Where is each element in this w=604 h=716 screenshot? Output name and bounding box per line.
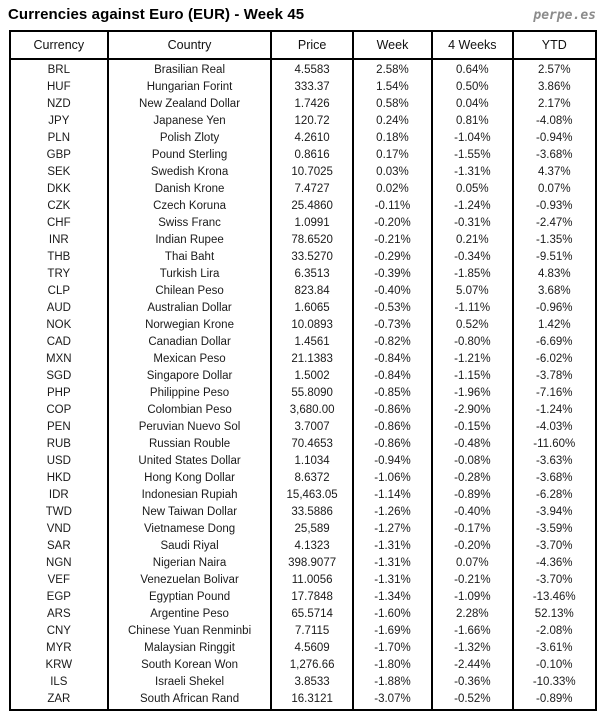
table-row: [10, 640, 596, 657]
week-change: -1.69%: [353, 623, 432, 640]
ytd-change: -6.28%: [513, 487, 596, 504]
currency-code: GBP: [10, 147, 108, 164]
price-value: 25.4860: [271, 198, 352, 215]
table-row: [10, 181, 596, 198]
ytd-change: -6.69%: [513, 334, 596, 351]
price-value: 70.4653: [271, 436, 352, 453]
ytd-change: -3.63%: [513, 453, 596, 470]
four-weeks-change: 0.50%: [432, 79, 512, 96]
country-name: Canadian Dollar: [108, 334, 272, 351]
ytd-change: 2.57%: [513, 59, 596, 79]
ytd-change: 2.17%: [513, 96, 596, 113]
table-row: [10, 232, 596, 249]
week-change: -0.73%: [353, 317, 432, 334]
country-name: Argentine Peso: [108, 606, 272, 623]
price-value: 25,589: [271, 521, 352, 538]
ytd-change: -11.60%: [513, 436, 596, 453]
ytd-change: -3.94%: [513, 504, 596, 521]
week-change: 0.58%: [353, 96, 432, 113]
currency-code: USD: [10, 453, 108, 470]
price-value: 1.4561: [271, 334, 352, 351]
four-weeks-change: 0.52%: [432, 317, 512, 334]
currency-code: ILS: [10, 674, 108, 691]
country-name: Mexican Peso: [108, 351, 272, 368]
table-row: [10, 623, 596, 640]
table-row: [10, 419, 596, 436]
table-row: [10, 521, 596, 538]
price-value: 15,463.05: [271, 487, 352, 504]
four-weeks-change: -0.28%: [432, 470, 512, 487]
week-change: -1.60%: [353, 606, 432, 623]
currency-code: AUD: [10, 300, 108, 317]
table-row: [10, 113, 596, 130]
ytd-change: -4.08%: [513, 113, 596, 130]
ytd-change: -3.70%: [513, 572, 596, 589]
week-change: -1.31%: [353, 555, 432, 572]
four-weeks-change: -1.66%: [432, 623, 512, 640]
table-row: [10, 385, 596, 402]
price-value: 10.7025: [271, 164, 352, 181]
currency-code: TRY: [10, 266, 108, 283]
ytd-change: -0.10%: [513, 657, 596, 674]
price-value: 55.8090: [271, 385, 352, 402]
ytd-change: 4.37%: [513, 164, 596, 181]
price-value: 1.5002: [271, 368, 352, 385]
four-weeks-change: -1.31%: [432, 164, 512, 181]
price-value: 333.37: [271, 79, 352, 96]
currency-code: TWD: [10, 504, 108, 521]
four-weeks-change: -1.04%: [432, 130, 512, 147]
table-row: [10, 674, 596, 691]
four-weeks-change: -1.11%: [432, 300, 512, 317]
four-weeks-change: -0.20%: [432, 538, 512, 555]
country-name: Saudi Riyal: [108, 538, 272, 555]
ytd-change: 3.86%: [513, 79, 596, 96]
country-name: Nigerian Naira: [108, 555, 272, 572]
column-header-4-weeks: 4 Weeks: [432, 31, 512, 59]
currency-code: NGN: [10, 555, 108, 572]
country-name: Hungarian Forint: [108, 79, 272, 96]
currency-code: VND: [10, 521, 108, 538]
country-name: Indonesian Rupiah: [108, 487, 272, 504]
price-value: 6.3513: [271, 266, 352, 283]
country-name: Czech Koruna: [108, 198, 272, 215]
column-header-week: Week: [353, 31, 432, 59]
column-header-ytd: YTD: [513, 31, 596, 59]
ytd-change: -3.70%: [513, 538, 596, 555]
week-change: 0.03%: [353, 164, 432, 181]
currency-code: EGP: [10, 589, 108, 606]
week-change: -0.39%: [353, 266, 432, 283]
price-value: 1,276.66: [271, 657, 352, 674]
price-value: 8.6372: [271, 470, 352, 487]
four-weeks-change: -2.44%: [432, 657, 512, 674]
country-name: United States Dollar: [108, 453, 272, 470]
ytd-change: -3.61%: [513, 640, 596, 657]
country-name: Chinese Yuan Renminbi: [108, 623, 272, 640]
price-value: 4.2610: [271, 130, 352, 147]
ytd-change: 3.68%: [513, 283, 596, 300]
table-row: [10, 572, 596, 589]
price-value: 16.3121: [271, 691, 352, 710]
ytd-change: -0.96%: [513, 300, 596, 317]
ytd-change: -1.24%: [513, 402, 596, 419]
ytd-change: -13.46%: [513, 589, 596, 606]
four-weeks-change: 0.81%: [432, 113, 512, 130]
week-change: -3.07%: [353, 691, 432, 710]
four-weeks-change: -0.34%: [432, 249, 512, 266]
page-title: Currencies against Euro (EUR) - Week 45: [8, 6, 305, 23]
country-name: Vietnamese Dong: [108, 521, 272, 538]
week-change: -1.26%: [353, 504, 432, 521]
four-weeks-change: -0.40%: [432, 504, 512, 521]
table-row: [10, 266, 596, 283]
page-header: [0, 0, 604, 30]
table-row: [10, 215, 596, 232]
four-weeks-change: -0.15%: [432, 419, 512, 436]
currency-code: VEF: [10, 572, 108, 589]
week-change: -0.86%: [353, 419, 432, 436]
week-change: -1.31%: [353, 538, 432, 555]
four-weeks-change: -1.55%: [432, 147, 512, 164]
country-name: Japanese Yen: [108, 113, 272, 130]
currency-code: ARS: [10, 606, 108, 623]
four-weeks-change: -0.31%: [432, 215, 512, 232]
ytd-change: -3.68%: [513, 147, 596, 164]
week-change: -1.80%: [353, 657, 432, 674]
four-weeks-change: 0.05%: [432, 181, 512, 198]
week-change: 0.18%: [353, 130, 432, 147]
table-row: [10, 130, 596, 147]
currency-code: PHP: [10, 385, 108, 402]
ytd-change: -0.93%: [513, 198, 596, 215]
table-row: [10, 453, 596, 470]
table-row: [10, 691, 596, 710]
table-row: [10, 504, 596, 521]
country-name: Danish Krone: [108, 181, 272, 198]
country-name: Swedish Krona: [108, 164, 272, 181]
country-name: Swiss Franc: [108, 215, 272, 232]
ytd-change: 1.42%: [513, 317, 596, 334]
ytd-change: -7.16%: [513, 385, 596, 402]
price-value: 120.72: [271, 113, 352, 130]
ytd-change: -0.94%: [513, 130, 596, 147]
currency-code: CAD: [10, 334, 108, 351]
price-value: 33.5886: [271, 504, 352, 521]
price-value: 65.5714: [271, 606, 352, 623]
column-header-currency: Currency: [10, 31, 108, 59]
currency-code: CNY: [10, 623, 108, 640]
four-weeks-change: -0.52%: [432, 691, 512, 710]
currency-code: IDR: [10, 487, 108, 504]
four-weeks-change: -0.89%: [432, 487, 512, 504]
country-name: Hong Kong Dollar: [108, 470, 272, 487]
country-name: Peruvian Nuevo Sol: [108, 419, 272, 436]
table-header-row: [10, 31, 596, 59]
country-name: Indian Rupee: [108, 232, 272, 249]
table-row: [10, 657, 596, 674]
price-value: 7.7115: [271, 623, 352, 640]
currency-code: RUB: [10, 436, 108, 453]
week-change: -0.40%: [353, 283, 432, 300]
currency-code: HKD: [10, 470, 108, 487]
country-name: Venezuelan Bolivar: [108, 572, 272, 589]
currency-code: SGD: [10, 368, 108, 385]
four-weeks-change: -2.90%: [432, 402, 512, 419]
price-value: 17.7848: [271, 589, 352, 606]
four-weeks-change: -0.48%: [432, 436, 512, 453]
week-change: -0.20%: [353, 215, 432, 232]
week-change: -0.84%: [353, 368, 432, 385]
week-change: -1.06%: [353, 470, 432, 487]
week-change: -0.86%: [353, 436, 432, 453]
country-name: Singapore Dollar: [108, 368, 272, 385]
four-weeks-change: 0.21%: [432, 232, 512, 249]
country-name: Polish Zloty: [108, 130, 272, 147]
price-value: 7.4727: [271, 181, 352, 198]
four-weeks-change: -0.80%: [432, 334, 512, 351]
table-row: [10, 589, 596, 606]
table-body: [10, 59, 596, 710]
country-name: New Taiwan Dollar: [108, 504, 272, 521]
currency-code: NOK: [10, 317, 108, 334]
ytd-change: -4.36%: [513, 555, 596, 572]
column-header-price: Price: [271, 31, 352, 59]
ytd-change: -3.78%: [513, 368, 596, 385]
week-change: -0.82%: [353, 334, 432, 351]
week-change: 0.24%: [353, 113, 432, 130]
four-weeks-change: -1.24%: [432, 198, 512, 215]
four-weeks-change: -0.17%: [432, 521, 512, 538]
week-change: -1.14%: [353, 487, 432, 504]
week-change: -0.11%: [353, 198, 432, 215]
table-row: [10, 470, 596, 487]
ytd-change: 0.07%: [513, 181, 596, 198]
price-value: 0.8616: [271, 147, 352, 164]
country-name: Norwegian Krone: [108, 317, 272, 334]
table-row: [10, 300, 596, 317]
week-change: -1.88%: [353, 674, 432, 691]
week-change: -0.53%: [353, 300, 432, 317]
table-row: [10, 538, 596, 555]
table-row: [10, 79, 596, 96]
table-row: [10, 249, 596, 266]
country-name: Turkish Lira: [108, 266, 272, 283]
price-value: 11.0056: [271, 572, 352, 589]
table-row: [10, 555, 596, 572]
currency-table: [9, 30, 597, 711]
ytd-change: -4.03%: [513, 419, 596, 436]
four-weeks-change: -1.96%: [432, 385, 512, 402]
ytd-change: -6.02%: [513, 351, 596, 368]
country-name: Israeli Shekel: [108, 674, 272, 691]
four-weeks-change: 0.64%: [432, 59, 512, 79]
country-name: Chilean Peso: [108, 283, 272, 300]
currency-code: PLN: [10, 130, 108, 147]
table-row: [10, 59, 596, 79]
week-change: -1.70%: [353, 640, 432, 657]
price-value: 3.8533: [271, 674, 352, 691]
table-row: [10, 198, 596, 215]
currency-code: KRW: [10, 657, 108, 674]
price-value: 398.9077: [271, 555, 352, 572]
price-value: 1.0991: [271, 215, 352, 232]
ytd-change: -0.89%: [513, 691, 596, 710]
week-change: -1.31%: [353, 572, 432, 589]
four-weeks-change: 0.07%: [432, 555, 512, 572]
currency-code: JPY: [10, 113, 108, 130]
brand-watermark: perpe.es: [533, 8, 596, 23]
table-row: [10, 436, 596, 453]
table-row: [10, 351, 596, 368]
four-weeks-change: 2.28%: [432, 606, 512, 623]
ytd-change: -9.51%: [513, 249, 596, 266]
currency-code: SAR: [10, 538, 108, 555]
currency-code: DKK: [10, 181, 108, 198]
price-value: 823.84: [271, 283, 352, 300]
country-name: New Zealand Dollar: [108, 96, 272, 113]
table-row: [10, 402, 596, 419]
ytd-change: 4.83%: [513, 266, 596, 283]
currency-code: CZK: [10, 198, 108, 215]
table-row: [10, 606, 596, 623]
ytd-change: 52.13%: [513, 606, 596, 623]
column-header-country: Country: [108, 31, 272, 59]
table-row: [10, 147, 596, 164]
ytd-change: -2.47%: [513, 215, 596, 232]
price-value: 10.0893: [271, 317, 352, 334]
currency-code: BRL: [10, 59, 108, 79]
currency-code: SEK: [10, 164, 108, 181]
currency-code: MYR: [10, 640, 108, 657]
currency-code: PEN: [10, 419, 108, 436]
country-name: Brasilian Real: [108, 59, 272, 79]
currency-code: ZAR: [10, 691, 108, 710]
currency-code: THB: [10, 249, 108, 266]
ytd-change: -3.59%: [513, 521, 596, 538]
table-row: [10, 317, 596, 334]
price-value: 1.7426: [271, 96, 352, 113]
price-value: 4.5609: [271, 640, 352, 657]
price-value: 3.7007: [271, 419, 352, 436]
price-value: 4.1323: [271, 538, 352, 555]
country-name: South Korean Won: [108, 657, 272, 674]
table-row: [10, 334, 596, 351]
price-value: 1.6065: [271, 300, 352, 317]
week-change: 0.02%: [353, 181, 432, 198]
ytd-change: -3.68%: [513, 470, 596, 487]
currency-code: NZD: [10, 96, 108, 113]
ytd-change: -1.35%: [513, 232, 596, 249]
currency-code: HUF: [10, 79, 108, 96]
currency-code: CLP: [10, 283, 108, 300]
week-change: -0.21%: [353, 232, 432, 249]
four-weeks-change: -1.15%: [432, 368, 512, 385]
ytd-change: -10.33%: [513, 674, 596, 691]
week-change: 2.58%: [353, 59, 432, 79]
price-value: 21.1383: [271, 351, 352, 368]
four-weeks-change: 0.04%: [432, 96, 512, 113]
ytd-change: -2.08%: [513, 623, 596, 640]
table-row: [10, 283, 596, 300]
week-change: -1.27%: [353, 521, 432, 538]
four-weeks-change: -1.21%: [432, 351, 512, 368]
week-change: 1.54%: [353, 79, 432, 96]
table-head: [10, 31, 596, 59]
country-name: Pound Sterling: [108, 147, 272, 164]
four-weeks-change: -1.09%: [432, 589, 512, 606]
country-name: Australian Dollar: [108, 300, 272, 317]
week-change: -0.86%: [353, 402, 432, 419]
currency-code: INR: [10, 232, 108, 249]
four-weeks-change: -0.36%: [432, 674, 512, 691]
country-name: Egyptian Pound: [108, 589, 272, 606]
week-change: -0.29%: [353, 249, 432, 266]
currency-code: MXN: [10, 351, 108, 368]
country-name: Russian Rouble: [108, 436, 272, 453]
four-weeks-change: -1.85%: [432, 266, 512, 283]
country-name: Thai Baht: [108, 249, 272, 266]
week-change: -0.94%: [353, 453, 432, 470]
currency-code: COP: [10, 402, 108, 419]
four-weeks-change: -1.32%: [432, 640, 512, 657]
country-name: South African Rand: [108, 691, 272, 710]
week-change: -1.34%: [353, 589, 432, 606]
table-row: [10, 487, 596, 504]
currency-code: CHF: [10, 215, 108, 232]
price-value: 1.1034: [271, 453, 352, 470]
week-change: -0.84%: [353, 351, 432, 368]
country-name: Colombian Peso: [108, 402, 272, 419]
price-value: 78.6520: [271, 232, 352, 249]
country-name: Malaysian Ringgit: [108, 640, 272, 657]
four-weeks-change: -0.08%: [432, 453, 512, 470]
week-change: 0.17%: [353, 147, 432, 164]
price-value: 4.5583: [271, 59, 352, 79]
table-row: [10, 368, 596, 385]
table-row: [10, 96, 596, 113]
price-value: 3,680.00: [271, 402, 352, 419]
four-weeks-change: 5.07%: [432, 283, 512, 300]
price-value: 33.5270: [271, 249, 352, 266]
four-weeks-change: -0.21%: [432, 572, 512, 589]
week-change: -0.85%: [353, 385, 432, 402]
table-row: [10, 164, 596, 181]
country-name: Philippine Peso: [108, 385, 272, 402]
